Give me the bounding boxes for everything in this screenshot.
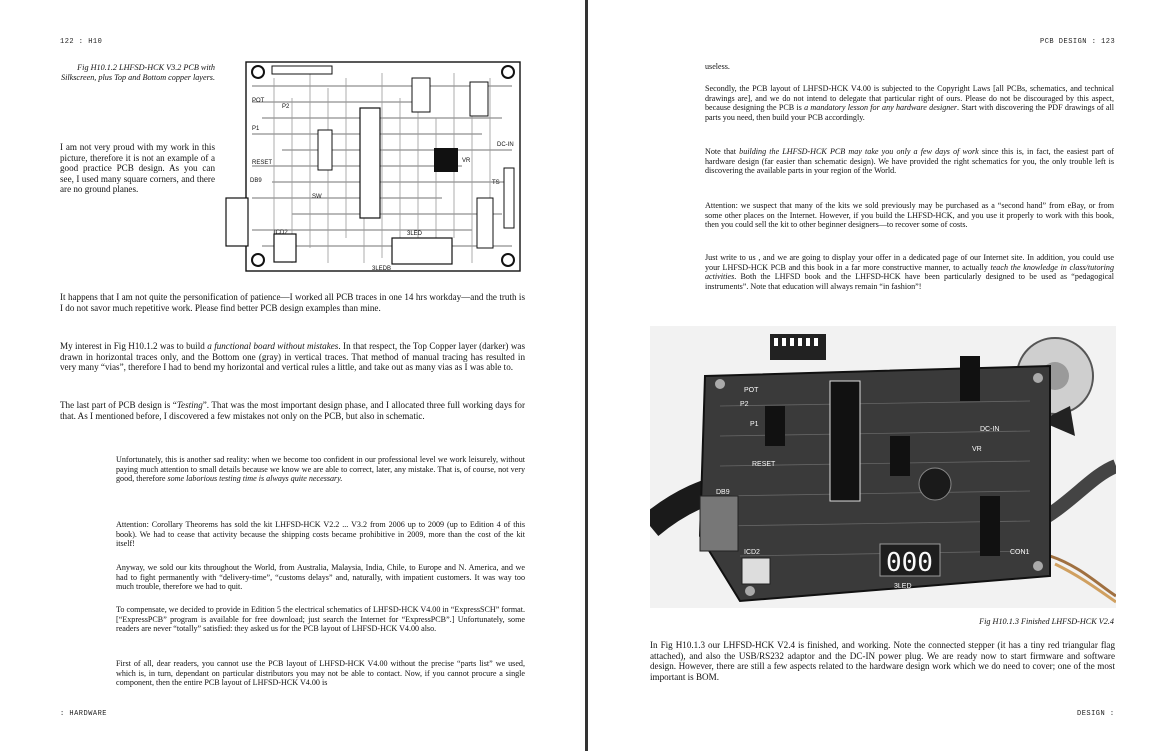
indent-sold-kits: Anyway, we sold our kits throughout the World, from Australia, Malaysia, India, Chile, to Europe and N. America, and we had to fight permanently with “delivery-time”, “customs delays” and, naturally, with impatient customers. It was way too much trouble, therefore we had to quit. [116, 563, 525, 592]
pcb-label: ICD2 [274, 230, 288, 236]
right-page-footer: DESIGN : [1077, 710, 1115, 718]
r-copyright: Secondly, the PCB layout of LHFSD-HCK V4.00 is subjected to the Copyright Laws [all PCBs, schematics, and technical drawings are], and we do not intend to delegate that particular right of ours. Please do not be discouraged by this aspect, because designing the PCB is a mandatory lesson for any hardware designer. Start with discovering the PDF drawings of all parts you need, then build your PCB accordingly. [705, 84, 1114, 122]
pcb-label: DB9 [250, 178, 262, 184]
seven-seg-readout: 000 [886, 548, 933, 578]
pcb-label: DC-IN [497, 142, 514, 148]
photo-label: DB9 [716, 489, 730, 496]
indent-compensate: To compensate, we decided to provide in Edition 5 the electrical schematics of LHFSD-HCK V4.00 in “ExpressSCH” format. [“ExpressPCB” program is available for free download; just search the Internet for “ExpressPCB”.] Unfortunately, some readers are never “totally” satisfied: they asked us for the PCB layout of LHFSD-HCK V4.00 also. [116, 605, 525, 634]
pcb-label: SW [312, 194, 322, 200]
photo-label: 3LED [894, 583, 912, 590]
photo-label: DC-IN [980, 426, 1000, 433]
pcb-label: P1 [252, 126, 260, 132]
indent-sad-reality: Unfortunately, this is another sad reality: when we become too confident in our professional level we work leisurely, without paying much attention to small details because we know we are able to correct, later, any mistake. That is, of course, not very good, therefore some laborious testing time is always quite necessary. [116, 455, 525, 484]
pcb-label: 3LED [407, 231, 423, 237]
r-few-days: Note that building the LHFSD-HCK PCB may take you only a few days of work since this is, in fact, the easiest part of hardware design (far easier than schematic design). We have provided the right schematics for you, the only trouble left is discovering the available parts in your region of the World. [705, 147, 1114, 176]
pcb-label: 3LEDB [372, 266, 392, 272]
indent-first-of-all: First of all, dear readers, you cannot use the PCB layout of LHFSD-HCK V4.00 without the precise “parts list” we used, which is, in turn, dependant on particular distributors you may not be able to contact. Now, if you cannot procure a single component, then the entire PCB layout of LHFSD-HCK V4.00 is [116, 659, 525, 688]
right-page-header: PCB DESIGN : 123 [1040, 38, 1116, 46]
left-page [0, 0, 585, 751]
paragraph-patience: It happens that I am not quite the personification of patience—I worked all PCB traces in one 14 hrs workday—and the truth is I do not savor much repetitive work. Please find better PCB design examples than mine. [60, 292, 525, 313]
pcb-side-text: I am not very proud with my work in this picture, therefore it is not an example of a good practice PCB design. As you can see, I used many square corners, and there are no ground planes. [60, 142, 215, 195]
paragraph-testing: The last part of PCB design is “Testing”. That was the most important design phase, and I allocated three full working days for that. As I mentioned before, I discovered a few mistakes not only on the PCB, but also in schematic. [60, 400, 525, 421]
r-useless: useless. [705, 62, 730, 71]
photo-label: CON1 [1010, 549, 1030, 556]
pcb-label: TS [492, 180, 500, 186]
pcb-label: P2 [282, 104, 290, 110]
left-page-footer: : HARDWARE [60, 710, 108, 718]
photo-label: P2 [740, 401, 749, 408]
r-second-hand: Attention: we suspect that many of the kits we sold previously may be purchased as a “second hand” from eBay, or from some other places on the Internet. However, if you build the LHFSD-HCK, and you use it properly to work with this book, then you could sell the kit to other beginner designers—to recover some of costs. [705, 201, 1114, 230]
r-write-to-us: Just write to us , and we are going to display your offer in a dedicated page of our Internet site. In addition, you could use your LHFSD-HCK PCB and this book in a far more constructive manner, to actually teach the knowledge in class/tutoring activities. Both the LHFSD book and the LHFSD-HCK have been particularly designed to be used as “pedagogical instruments”. Note that education will always remain “in fashion”! [705, 253, 1114, 291]
right-page [588, 0, 1172, 751]
r-finished: In Fig H10.1.3 our LHFSD-HCK V2.4 is finished, and working. Note the connected stepper (it has a tiny red triangular flag attached), and also the USB/RS232 adaptor and the DC-IN power plug. We are ready now to start firmware and software design. However, there are still a few aspects related to the hardware design work which we do need to cover; one of the most important is BOM. [650, 640, 1115, 682]
pcb-label: VR [462, 158, 471, 164]
paragraph-functional-board: My interest in Fig H10.1.2 was to build a functional board without mistakes. In that respect, the Top Copper layer (darker) was drawn in horizontal traces only, and the Bottom one (gray) in vertical traces. That method of manual tracing has resulted in very many “vias”, therefore I had to bend my horizontal and vertical rules a little, and take out as many vias as I was able to. [60, 341, 525, 373]
photo-label: VR [972, 446, 982, 453]
photo-label: ICD2 [744, 549, 760, 556]
photo-label: POT [744, 387, 759, 394]
pcb-layout-figure [222, 58, 522, 274]
photo-caption: Fig H10.1.3 Finished LHFSD-HCK V2.4 [979, 617, 1114, 626]
pcb-label: POT [252, 98, 265, 104]
pcb-figure-caption: Fig H10.1.2 LHFSD-HCK V3.2 PCB with Silkscreen, plus Top and Bottom copper layers. [60, 63, 215, 82]
photo-label: P1 [750, 421, 759, 428]
left-page-header: 122 : H10 [60, 38, 103, 46]
pcb-label: RESET [252, 160, 273, 166]
pcb-layout-drawing [222, 58, 522, 274]
photo-label: RESET [752, 461, 776, 468]
board-photo [650, 326, 1116, 608]
indent-attention-kit: Attention: Corollary Theorems has sold the kit LHFSD-HCK V2.2 ... V3.2 from 2006 up to 2009 (up to Edition 4 of this book). We had to cease that activity because the shipping costs became prohibitive in 2009, more than the cost of the kit itself! [116, 520, 525, 549]
board-photo-drawing [650, 326, 1116, 608]
